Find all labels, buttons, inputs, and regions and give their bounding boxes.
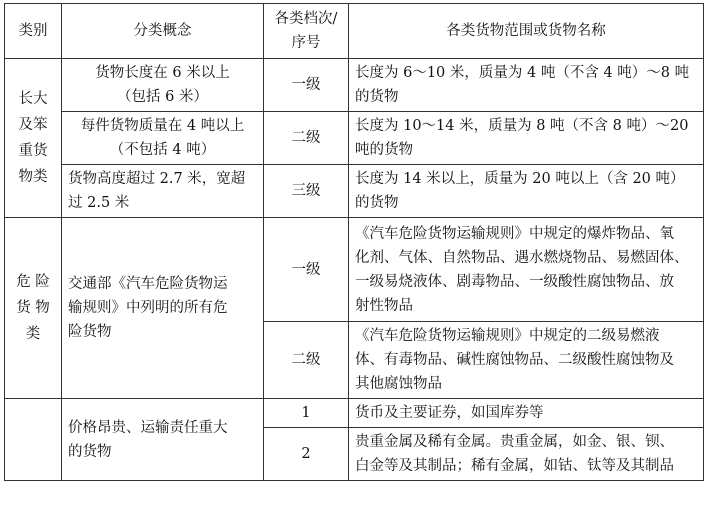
category-line: 物类 bbox=[18, 169, 48, 185]
header-category: 类别 bbox=[5, 4, 62, 59]
category-line: 类 bbox=[25, 326, 41, 342]
number-cell: 2 bbox=[264, 428, 349, 481]
category-valuable bbox=[5, 399, 62, 481]
scope-line: 其他腐蚀物品 bbox=[355, 376, 442, 392]
header-row bbox=[5, 4, 704, 59]
cargo-classification-table bbox=[4, 3, 704, 481]
category-line: 危 险 bbox=[16, 274, 50, 290]
concept-line: 的货物 bbox=[68, 443, 112, 460]
header-level bbox=[264, 4, 349, 59]
table-row bbox=[5, 112, 704, 165]
concept-line: 价格昂贵、运输责任重大 bbox=[68, 419, 228, 436]
header-level-line: 序号 bbox=[291, 35, 321, 51]
scope-cell bbox=[349, 165, 704, 218]
category-dangerous bbox=[5, 218, 62, 399]
category-line: 货 物 bbox=[16, 300, 50, 316]
header-level-line: 各类档次/ bbox=[274, 11, 338, 27]
category-line: 及笨 bbox=[18, 117, 48, 133]
scope-line: 吨的货物 bbox=[355, 142, 413, 158]
scope-line: 化剂、气体、自然物品、遇水燃烧物品、易燃固体、 bbox=[355, 249, 689, 266]
concept-cell bbox=[62, 112, 264, 165]
category-line: 重货 bbox=[18, 143, 48, 159]
header-scope: 各类货物范围或货物名称 bbox=[349, 4, 704, 59]
category-long-heavy bbox=[5, 59, 62, 218]
number-cell: 1 bbox=[264, 399, 349, 428]
scope-cell bbox=[349, 399, 704, 428]
level-cell: 三级 bbox=[264, 165, 349, 218]
scope-line: 的货物 bbox=[355, 195, 399, 211]
concept-cell bbox=[62, 218, 264, 399]
concept-line: 每件货物质量在 4 吨以上 bbox=[80, 118, 245, 134]
concept-line: （不包括 4 吨） bbox=[109, 142, 216, 158]
scope-cell bbox=[349, 59, 704, 112]
concept-cell bbox=[62, 59, 264, 112]
scope-line: 体、有毒物品、碱性腐蚀物品、二级酸性腐蚀物及 bbox=[355, 352, 674, 368]
scope-line: 货币及主要证券，如国库券等 bbox=[355, 405, 544, 421]
table-row bbox=[5, 165, 704, 218]
header-concept: 分类概念 bbox=[62, 4, 264, 59]
concept-line: 过 2.5 米 bbox=[68, 195, 130, 211]
concept-line: 货物高度超过 2.7 米，宽超 bbox=[68, 171, 246, 187]
scope-cell bbox=[349, 112, 704, 165]
concept-line: 险货物 bbox=[68, 324, 112, 340]
concept-line: 输规则》中列明的所有危 bbox=[68, 300, 228, 316]
scope-cell bbox=[349, 218, 704, 322]
scope-line: 长度为 6～10 米，质量为 4 吨（不含 4 吨）～8 吨 bbox=[355, 65, 690, 81]
table-row bbox=[5, 218, 704, 322]
table-row bbox=[5, 59, 704, 112]
level-cell: 一级 bbox=[264, 59, 349, 112]
table-row bbox=[5, 399, 704, 428]
concept-cell bbox=[62, 399, 264, 481]
scope-line: 的货物 bbox=[355, 89, 399, 105]
scope-line: 一级易烧液体、剧毒物品、一级酸性腐蚀物品、放 bbox=[355, 273, 674, 290]
concept-cell bbox=[62, 165, 264, 218]
scope-line: 《汽车危险货物运输规则》中规定的二级易燃液 bbox=[355, 328, 660, 344]
scope-line: 《汽车危险货物运输规则》中规定的爆炸物品、氧 bbox=[355, 225, 674, 242]
scope-line: 长度为 14 米以上，质量为 20 吨以上（含 20 吨） bbox=[355, 171, 685, 187]
scope-line: 白金等及其制品；稀有金属，如钴、钛等及其制品 bbox=[355, 458, 674, 474]
category-line: 长大 bbox=[18, 91, 48, 107]
scope-line: 射性物品 bbox=[355, 297, 413, 314]
level-cell: 一级 bbox=[264, 218, 349, 322]
scope-cell bbox=[349, 322, 704, 399]
scope-line: 贵重金属及稀有金属。贵重金属，如金、银、钡、 bbox=[355, 434, 674, 450]
level-cell: 二级 bbox=[264, 322, 349, 399]
scope-line: 长度为 10～14 米，质量为 8 吨（不含 8 吨）～20 bbox=[355, 118, 689, 134]
concept-line: （包括 6 米） bbox=[117, 89, 208, 105]
concept-line: 货物长度在 6 米以上 bbox=[95, 65, 230, 81]
scope-cell bbox=[349, 428, 704, 481]
level-cell: 二级 bbox=[264, 112, 349, 165]
concept-line: 交通部《汽车危险货物运 bbox=[68, 276, 228, 292]
